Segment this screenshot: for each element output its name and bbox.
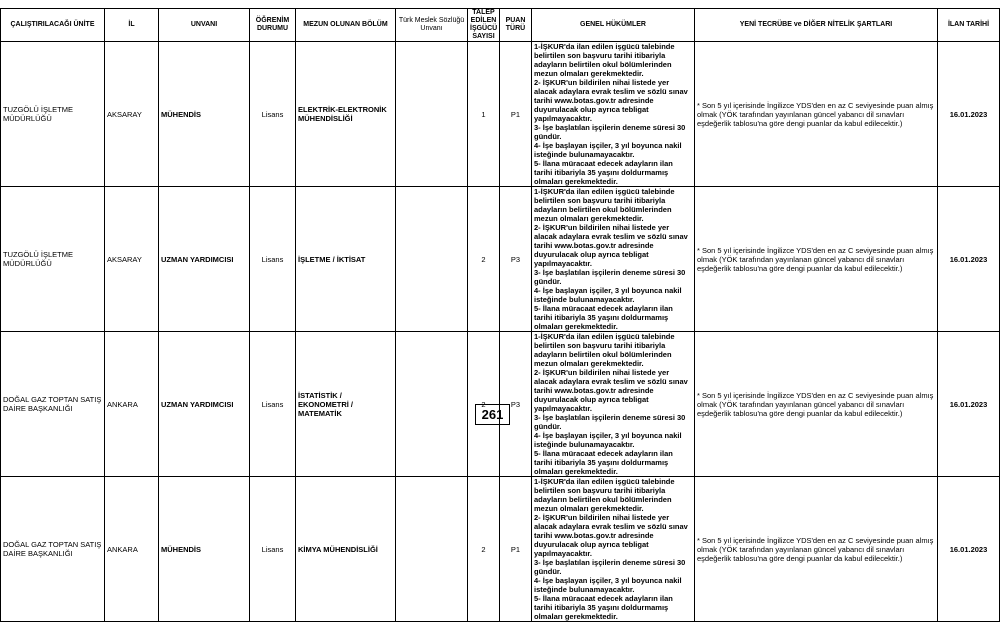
cell-tms <box>396 42 468 187</box>
header-puan: PUAN TÜRÜ <box>500 9 532 42</box>
cell-sayi: 1 <box>468 42 500 187</box>
cell-sayi: 2 <box>468 477 500 622</box>
cell-il: AKSARAY <box>105 187 159 332</box>
cell-sayi: 2 <box>468 187 500 332</box>
cell-tms <box>396 187 468 332</box>
cell-unvan: UZMAN YARDIMCISI <box>159 187 250 332</box>
cell-puan: P1 <box>500 42 532 187</box>
cell-tarih: 16.01.2023 <box>938 332 1000 477</box>
cell-nitelik: * Son 5 yıl içerisinde İngilizce YDS'den en az C seviyesinde puan almış olmak (YÖK tarafından yayınlanan güncel yabancı dil sınavları eşdeğerlik tablosu'na göre dengi puanlar da kabul edilecektir.) <box>695 187 938 332</box>
cell-genel: 1-İŞKUR'da ilan edilen işgücü talebinde belirtilen son başvuru tarihi itibariyla adayların belirtilen okul bölümlerinden mezun olmaları gerekmektedir. 2- İŞKUR'un bildirilen nihai listede yer alacak adaylara evrak teslim ve sözlü sınav tarihi www.botas.gov.tr adresinde duyurulacak olup ayrıca tebligat yapılmayacaktır. 3- İşe başlatılan işçilerin deneme süresi 30 gündür. 4- İşe başlayan işçiler, 3 yıl boyunca nakil isteğinde bulunamayacaktır. 5- İlana müracaat edecek adayların ilan tarihi itibariyla 35 yaşını doldurmamış olmaları gerekmektedir. <box>532 332 695 477</box>
cell-genel: 1-İŞKUR'da ilan edilen işgücü talebinde belirtilen son başvuru tarihi itibariyla adayların belirtilen okul bölümlerinden mezun olmaları gerekmektedir. 2- İŞKUR'un bildirilen nihai listede yer alacak adaylara evrak teslim ve sözlü sınav tarihi www.botas.gov.tr adresinde duyurulacak olup ayrıca tebligat yapılmayacaktır. 3- İşe başlatılan işçilerin deneme süresi 30 gündür. 4- İşe başlayan işçiler, 3 yıl boyunca nakil isteğinde bulunamayacaktır. 5- İlana müracaat edecek adayların ilan tarihi itibariyla 35 yaşını doldurmamış olmaları gerekmektedir. <box>532 42 695 187</box>
header-il: İL <box>105 9 159 42</box>
cell-bolum: ELEKTRİK-ELEKTRONİK MÜHENDİSLİĞİ <box>296 42 396 187</box>
cell-unvan: MÜHENDİS <box>159 477 250 622</box>
total-count: 261 <box>475 404 510 425</box>
cell-unite: DOĞAL GAZ TOPTAN SATIŞ DAİRE BAŞKANLIĞI <box>1 477 105 622</box>
cell-tarih: 16.01.2023 <box>938 42 1000 187</box>
header-nitelik: YENİ TECRÜBE ve DİĞER NİTELİK ŞARTLARI <box>695 9 938 42</box>
cell-unvan: UZMAN YARDIMCISI <box>159 332 250 477</box>
header-bolum: MEZUN OLUNAN BÖLÜM <box>296 9 396 42</box>
cell-puan: P3 <box>500 187 532 332</box>
cell-ogrenim: Lisans <box>250 42 296 187</box>
cell-genel: 1-İŞKUR'da ilan edilen işgücü talebinde belirtilen son başvuru tarihi itibariyla adayların belirtilen okul bölümlerinden mezun olmaları gerekmektedir. 2- İŞKUR'un bildirilen nihai listede yer alacak adaylara evrak teslim ve sözlü sınav tarihi www.botas.gov.tr adresinde duyurulacak olup ayrıca tebligat yapılmayacaktır. 3- İşe başlatılan işçilerin deneme süresi 30 gündür. 4- İşe başlayan işçiler, 3 yıl boyunca nakil isteğinde bulunamayacaktır. 5- İlana müracaat edecek adayların ilan tarihi itibariyla 35 yaşını doldurmamış olmaları gerekmektedir. <box>532 477 695 622</box>
cell-tms <box>396 477 468 622</box>
cell-nitelik: * Son 5 yıl içerisinde İngilizce YDS'den en az C seviyesinde puan almış olmak (YÖK tarafından yayınlanan güncel yabancı dil sınavları eşdeğerlik tablosu'na göre dengi puanlar da kabul edilecektir.) <box>695 332 938 477</box>
cell-il: ANKARA <box>105 332 159 477</box>
cell-ogrenim: Lisans <box>250 332 296 477</box>
cell-puan: P1 <box>500 477 532 622</box>
cell-unite: DOĞAL GAZ TOPTAN SATIŞ DAİRE BAŞKANLIĞI <box>1 332 105 477</box>
header-row <box>1 9 1000 42</box>
cell-nitelik: * Son 5 yıl içerisinde İngilizce YDS'den en az C seviyesinde puan almış olmak (YÖK tarafından yayınlanan güncel yabancı dil sınavları eşdeğerlik tablosu'na göre dengi puanlar da kabul edilecektir.) <box>695 477 938 622</box>
header-genel: GENEL HÜKÜMLER <box>532 9 695 42</box>
cell-puan: P3 <box>500 332 532 477</box>
cell-sayi: 2 <box>468 332 500 477</box>
header-unvan: UNVANI <box>159 9 250 42</box>
header-unite: ÇALIŞTIRILACAĞI ÜNİTE <box>1 9 105 42</box>
cell-bolum: İŞLETME / İKTİSAT <box>296 187 396 332</box>
cell-tarih: 16.01.2023 <box>938 477 1000 622</box>
cell-bolum: KİMYA MÜHENDİSLİĞİ <box>296 477 396 622</box>
cell-ogrenim: Lisans <box>250 477 296 622</box>
table-row <box>1 477 1000 622</box>
cell-tarih: 16.01.2023 <box>938 187 1000 332</box>
cell-ogrenim: Lisans <box>250 187 296 332</box>
header-sayi: TALEP EDİLEN İŞGÜCÜ SAYISI <box>468 9 500 42</box>
job-table <box>0 8 1000 622</box>
cell-unvan: MÜHENDİS <box>159 42 250 187</box>
header-tarih: İLAN TARİHİ <box>938 9 1000 42</box>
cell-tms <box>396 332 468 477</box>
header-tms: Türk Meslek Sözlüğü Unvanı <box>396 9 468 42</box>
cell-unite: TUZGÖLÜ İŞLETME MÜDÜRLÜĞÜ <box>1 42 105 187</box>
cell-unite: TUZGÖLÜ İŞLETME MÜDÜRLÜĞÜ <box>1 187 105 332</box>
cell-genel: 1-İŞKUR'da ilan edilen işgücü talebinde belirtilen son başvuru tarihi itibariyla adayların belirtilen okul bölümlerinden mezun olmaları gerekmektedir. 2- İŞKUR'un bildirilen nihai listede yer alacak adaylara evrak teslim ve sözlü sınav tarihi www.botas.gov.tr adresinde duyurulacak olup ayrıca tebligat yapılmayacaktır. 3- İşe başlatılan işçilerin deneme süresi 30 gündür. 4- İşe başlayan işçiler, 3 yıl boyunca nakil isteğinde bulunamayacaktır. 5- İlana müracaat edecek adayların ilan tarihi itibariyla 35 yaşını doldurmamış olmaları gerekmektedir. <box>532 187 695 332</box>
cell-il: ANKARA <box>105 477 159 622</box>
header-ogrenim: ÖĞRENİM DURUMU <box>250 9 296 42</box>
cell-nitelik: * Son 5 yıl içerisinde İngilizce YDS'den en az C seviyesinde puan almış olmak (YÖK tarafından yayınlanan güncel yabancı dil sınavları eşdeğerlik tablosu'na göre dengi puanlar da kabul edilecektir.) <box>695 42 938 187</box>
cell-bolum: İSTATİSTİK / EKONOMETRİ / MATEMATİK <box>296 332 396 477</box>
cell-il: AKSARAY <box>105 42 159 187</box>
table-row <box>1 42 1000 187</box>
table-row <box>1 187 1000 332</box>
